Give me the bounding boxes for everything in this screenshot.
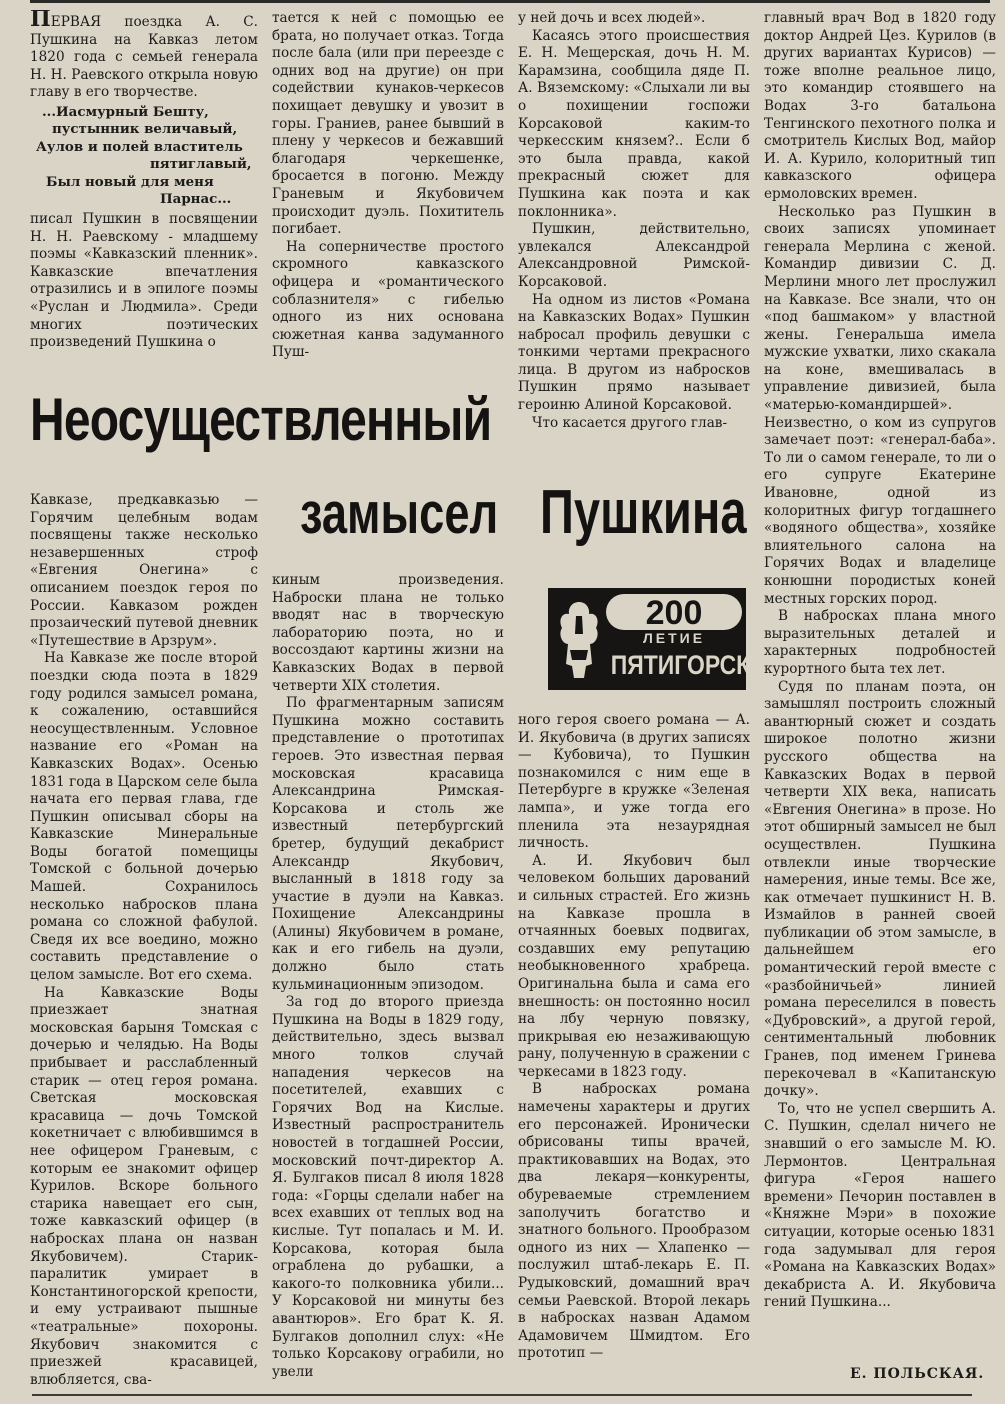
poem-line: Аулов и полей властитель bbox=[36, 138, 243, 155]
paragraph: у ней дочь и всех людей». bbox=[518, 10, 706, 26]
paragraph: Судя по планам поэта, он замышлял построить сложный авантюрный сюжет и создать широкое полотно жизни русского общества на Кавказских Водах в первой четверти XIX века, написать «Евгения Онегина» в прозе. Но этот обширный замысел не был осуществлен. Пушкина отвлекли иные творческие намерения, иные темы. Все же, как отмечает пушкинист Н. В. Измайлов в ранней своей публикации об этом замысле, в дальнейшем его романтический герой вместе с «разбойничьей» линией романа переселился в повесть «Дубровский», а другой герой, сентиментальный любовник Гранев, под именем Гринева перекочевал в «Капитанскую дочку». bbox=[764, 678, 996, 1100]
drop-cap: П bbox=[30, 10, 51, 32]
headline-line-2b: Пушкина bbox=[540, 478, 747, 547]
paragraph: А. И. Якубович был человеком больших дарований и сильных страстей. Его жизнь на Кавказе прошла в отчаянных боевых подвигах, создавших ему репутацию необыкновенного храбреца. Оригинальна была и сама его внешность: он постоянно носил на лбу черную повязку, прикрывая ею незаживающую рану, полученную в сражении с черкесами в 1823 году. bbox=[518, 852, 750, 1080]
eagle-icon bbox=[556, 594, 602, 684]
intro-column bbox=[30, 10, 258, 372]
paragraph: ного героя своего романа — А. И. Якубовича (в других записях — Кубовича), то Пушкин познакомился с ним еще в Петербурге в кружке «Зеленая лампа», и уже тогда его пленила эта незаурядная личность. bbox=[518, 712, 750, 852]
paragraph: По фрагментарным записям Пушкина можно составить представление о прототипах героев. Это известная первая московская красавица Александрина Римская-Корсакова и столь же известный петербургский бретер, будущий декабрист Александр Якубович, высланный в 1818 году за участие в дуэли на Кавказ. Похищение Александрины (Алины) Якубовичем в романе, как и его гибель на дуэли, должно было стать кульминационным эпизодом. bbox=[272, 695, 504, 993]
paragraph: главный врач Вод в 1820 году доктор Андрей Цез. Курилов (в других вариантах Курисов) — тоже вполне реальное лицо, это командир стоявшего на Водах 3-го батальона Тенгинского пехотного полка и смотритель Кислых Вод, майор И. А. Курило, колоритный тип кавказского офицера ермоловских времен. bbox=[764, 10, 996, 202]
badge-number: 200 bbox=[606, 594, 742, 630]
poem-quote bbox=[30, 104, 258, 209]
column-3-top bbox=[518, 10, 750, 460]
column-4 bbox=[764, 10, 996, 1360]
poem-line: Был новый для меня bbox=[46, 173, 214, 190]
paragraph: В набросках плана много выразительных деталей и характерных подробностей курортного быта тех лет. bbox=[764, 608, 996, 677]
intro-paragraph-2: писал Пушкин в посвящении Н. Н. Раевскому - младшему поэмы «Кавказский пленник». Кавказские впечатления отразились и в эпилоге поэмы «Руслан и Людмила». Среди многих поэтических произведений Пушкина о bbox=[30, 210, 258, 351]
poem-line: ...Иасмурный Бешту, bbox=[42, 103, 209, 120]
author-signature: Е. ПОЛЬСКАЯ. bbox=[850, 1366, 985, 1382]
badge-city: ПЯТИГОРСКА bbox=[610, 650, 767, 680]
paragraph: Что касается другого глав- bbox=[532, 414, 728, 431]
column-1 bbox=[30, 492, 258, 1387]
intro-paragraph: ПЕРВАЯ поездка А. С. Пушкина на Кавказ летом 1820 года с семьей генерала Н. Н. Раевского открыла новую главу в его творчестве. bbox=[30, 10, 258, 102]
paragraph: За год до второго приезда Пушкина на Воды в 1829 году, действительно, здесь вызвал много толков случай нападения черкесов на посетителей, ехавших с Горячих Вод на Кислые. Известный распространитель новостей в тогдашней России, московский почт-директор А. Я. Булгаков писал 8 июля 1828 года: «Горцы сделали набег на всех ехавших от теплых вод на кислые. Тут попалась и М. И. Корсакова, которая была ограблена до рубашки, а какого-то полковника убили... У Корсаковой ни минуты без авантюров». Его брат К. Я. Булгаков дополнил слух: «Не только Корсакову ограбили, но увели bbox=[272, 994, 504, 1380]
column-2 bbox=[272, 572, 504, 1387]
column-2-top bbox=[272, 10, 504, 372]
paragraph: киным произведения. Наброски плана не только вводят нас в творческую лабораторию поэта, но и воссоздают картины жизни на Кавказских Водах в первой четверти XIX столетия. bbox=[272, 572, 504, 694]
top-rule bbox=[30, 0, 990, 3]
poem-line: пустынник величавый, bbox=[52, 121, 238, 138]
paragraph: Пушкин, действительно, увлекался Александрой Александровной Римской-Корсаковой. bbox=[518, 221, 750, 290]
paragraph: Касаясь этого происшествия Е. Н. Мещерская, дочь Н. М. Карамзина, сообщила дяде П. А. Вяземскому: «Слыхали ли вы о похищении госпожи Корсаковой каким-то черкесским князем?.. Если б это была правда, какой прекрасный сюжет для Пушкина как поэта и как поклонника». bbox=[518, 27, 750, 220]
column-3 bbox=[518, 712, 750, 1387]
paragraph: В набросках романа намечены характеры и других его персонажей. Иронически обрисованы типы врачей, практиковавших на Водах, это два лекаря—конкуренты, обуреваемые стремлением заполучить богатство и знатного больного. Прообразом одного из них — Хлапенко — послужил штаб-лекарь Е. П. Рудыковский, домашний врач семьи Раевской. Второй лекарь в набросках назван Адамом Адамовичем Шмидтом. Его прототип — bbox=[518, 1081, 750, 1362]
headline-line-1: Неосуществленный bbox=[30, 386, 492, 453]
bottom-rule bbox=[32, 1394, 972, 1396]
poem-line: Парнас... bbox=[160, 191, 232, 208]
paragraph: тается к ней с помощью ее брата, но получает отказ. Тогда после бала (или при переезде с одних вод на другие) он при содействии кунаков-черкесов похищает девушку и увозит в горы. Граниев, ранее бывший в плену у черкесов и бежавший благодаря черкешенке, бросается в погоню. Между Граневым и Якубовичем происходит дуэль. Похититель погибает. bbox=[272, 10, 504, 238]
paragraph: На одном из листов «Романа на Кавказских Водах» Пушкин набросал профиль девушки с тонкими чертами прекрасного лица. В другом из набросков Пушкин прямо называет героиню Алиной Корсаковой. bbox=[518, 291, 750, 414]
paragraph: На Кавказские Воды приезжает знатная московская барыня Томская с дочерью и челядью. На Воды прибывает и расслабленный старик — отец героя романа. Светская московская красавица — дочь Томской кокетничает с влюбившимся в нее офицером Граневым, с которым ее знакомит офицер Курилов. Вскоре больного старика навещает его сын, тоже кавказский офицер (в набросках плана он назван Якубовичем). Старик-паралитик умирает в Константиногорской крепости, и ему устраивают пышные «театральные» похороны. Якубович знакомится с приезжей красавицей, влюбляется, сва- bbox=[30, 984, 258, 1387]
paragraph: На соперничестве простого скромного кавказского офицера и «романтического соблазнителя» с гибелью одного из них основана сюжетная канва задуманного Пуш- bbox=[272, 238, 504, 361]
badge-suffix: ЛЕТИЕ bbox=[642, 630, 706, 646]
paragraph: На Кавказе же после второй поездки сюда поэта в 1829 году родился замысел романа, к сожалению, оставшийся неосуществленным. Условное название его «Роман на Кавказских Водах». Осенью 1831 года в Царском селе была начата его первая глава, где Пушкин описывал сборы на Кавказские Минеральные Воды богатой помещицы Томской с больной дочерью Машей. Сохранилось несколько набросков плана романа со сложной фабулой. Сведя их все воедино, можно составить представление о целом замысле. Вот его схема. bbox=[30, 650, 258, 984]
paragraph: Кавказе, предкавказью — Горячим целебным водам посвящены также несколько незавершенных строф «Евгения Онегина» с описанием поездок героя по России. Кавказом рожден прозаический путевой дневник «Путешествие в Арзрум». bbox=[30, 492, 258, 649]
poem-line: пятиглавый, bbox=[150, 156, 252, 173]
anniversary-badge bbox=[548, 588, 767, 690]
paragraph: Несколько раз Пушкин в своих записях упоминает генерала Мерлина с женой. Командир дивизии С. Д. Мерлини много лет прослужил на Кавказе. Все знали, что он «под башмаком» у властной жены. Генеральша имела мужские ухватки, лихо скакала на коне, вмешивалась в управление дивизией, была «матерью-командиршей». Неизвестно, о ком из супругов замечает поэт: «генерал-баба». То ли о самом генерале, то ли о его супруге Екатерине Ивановне, одной из колоритных фигур тогдашнего «водяного общества», хозяйке влиятельного салона на Горячих Водах и владелице конюшни породистых коней местных горских пород. bbox=[764, 203, 996, 607]
paragraph: То, что не успел свершить А. С. Пушкин, сделал ничего не знавший о его замысле М. Ю. Лермонтов. Центральная фигура «Героя нашего времени» Печорин поставлен в «Княжне Мэри» в похожие ситуации, которые осенью 1831 года задумывал для героя «Романа на Кавказских Водах» декабриста А. И. Якубовича гений Пушкина... bbox=[764, 1100, 996, 1311]
headline-line-2a: замысел bbox=[300, 481, 499, 546]
